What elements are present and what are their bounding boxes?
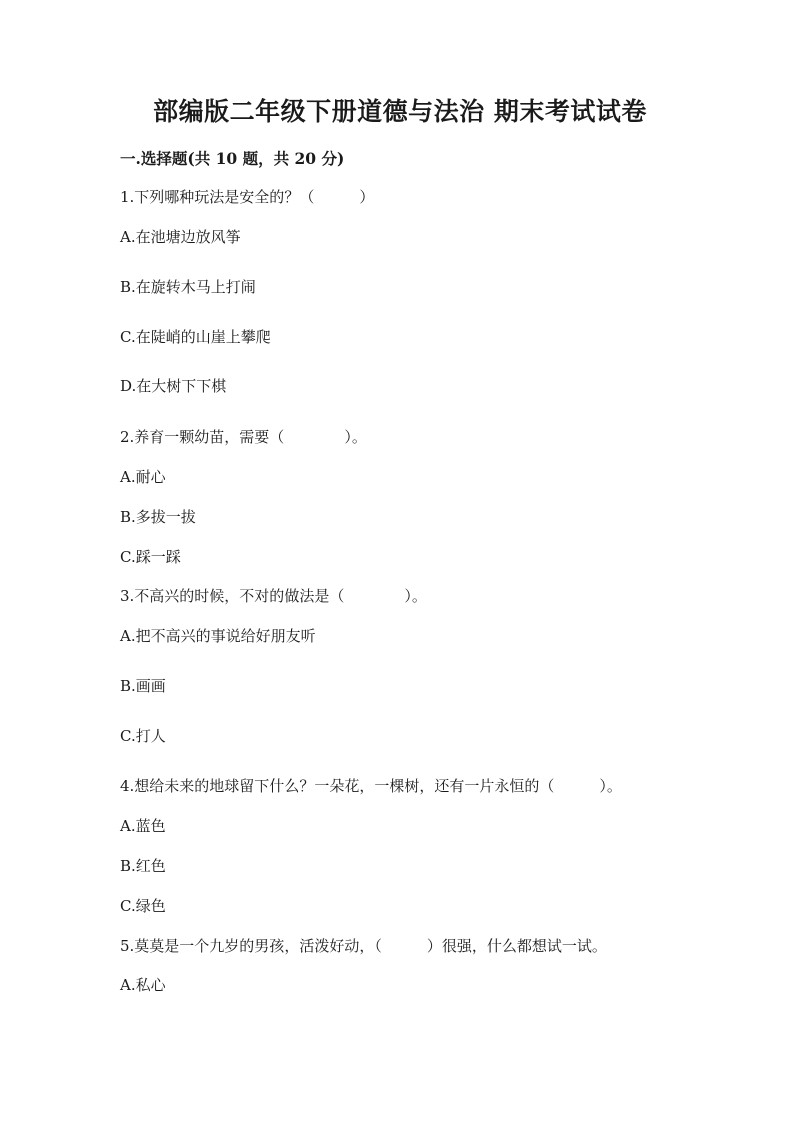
question-stem: 5.莫莫是一个九岁的男孩，活泼好动，（ ）很强，什么都想试一试。 — [120, 937, 607, 955]
option-item: A.把不高兴的事说给好朋友听 — [120, 627, 316, 645]
section-heading: 一.选择题(共 10 题，共 20 分) — [120, 149, 345, 168]
question-stem: 1.下列哪种玩法是安全的？（ ） — [120, 188, 375, 206]
question-stem: 2.养育一颗幼苗，需要（ ）。 — [120, 428, 367, 446]
question-stem: 4.想给未来的地球留下什么？一朵花，一棵树，还有一片永恒的（ ）。 — [120, 777, 622, 795]
option-item: B.画画 — [120, 677, 166, 695]
option-item: D.在大树下下棋 — [120, 377, 227, 395]
option-item: A.私心 — [120, 976, 166, 994]
option-item: A.蓝色 — [120, 817, 166, 835]
page-title: 部编版二年级下册道德与法治 期末考试试卷 — [153, 97, 647, 126]
option-item: B.在旋转木马上打闹 — [120, 278, 256, 296]
option-item: A.耐心 — [120, 468, 166, 486]
question-stem: 3.不高兴的时候，不对的做法是（ ）。 — [120, 587, 427, 605]
option-item: C.踩一踩 — [120, 548, 181, 566]
option-item: B.红色 — [120, 857, 166, 875]
option-item: B.多拔一拔 — [120, 508, 196, 526]
option-item: C.绿色 — [120, 897, 166, 915]
option-item: C.打人 — [120, 727, 166, 745]
option-item: C.在陡峭的山崖上攀爬 — [120, 328, 271, 346]
option-item: A.在池塘边放风筝 — [120, 228, 241, 246]
